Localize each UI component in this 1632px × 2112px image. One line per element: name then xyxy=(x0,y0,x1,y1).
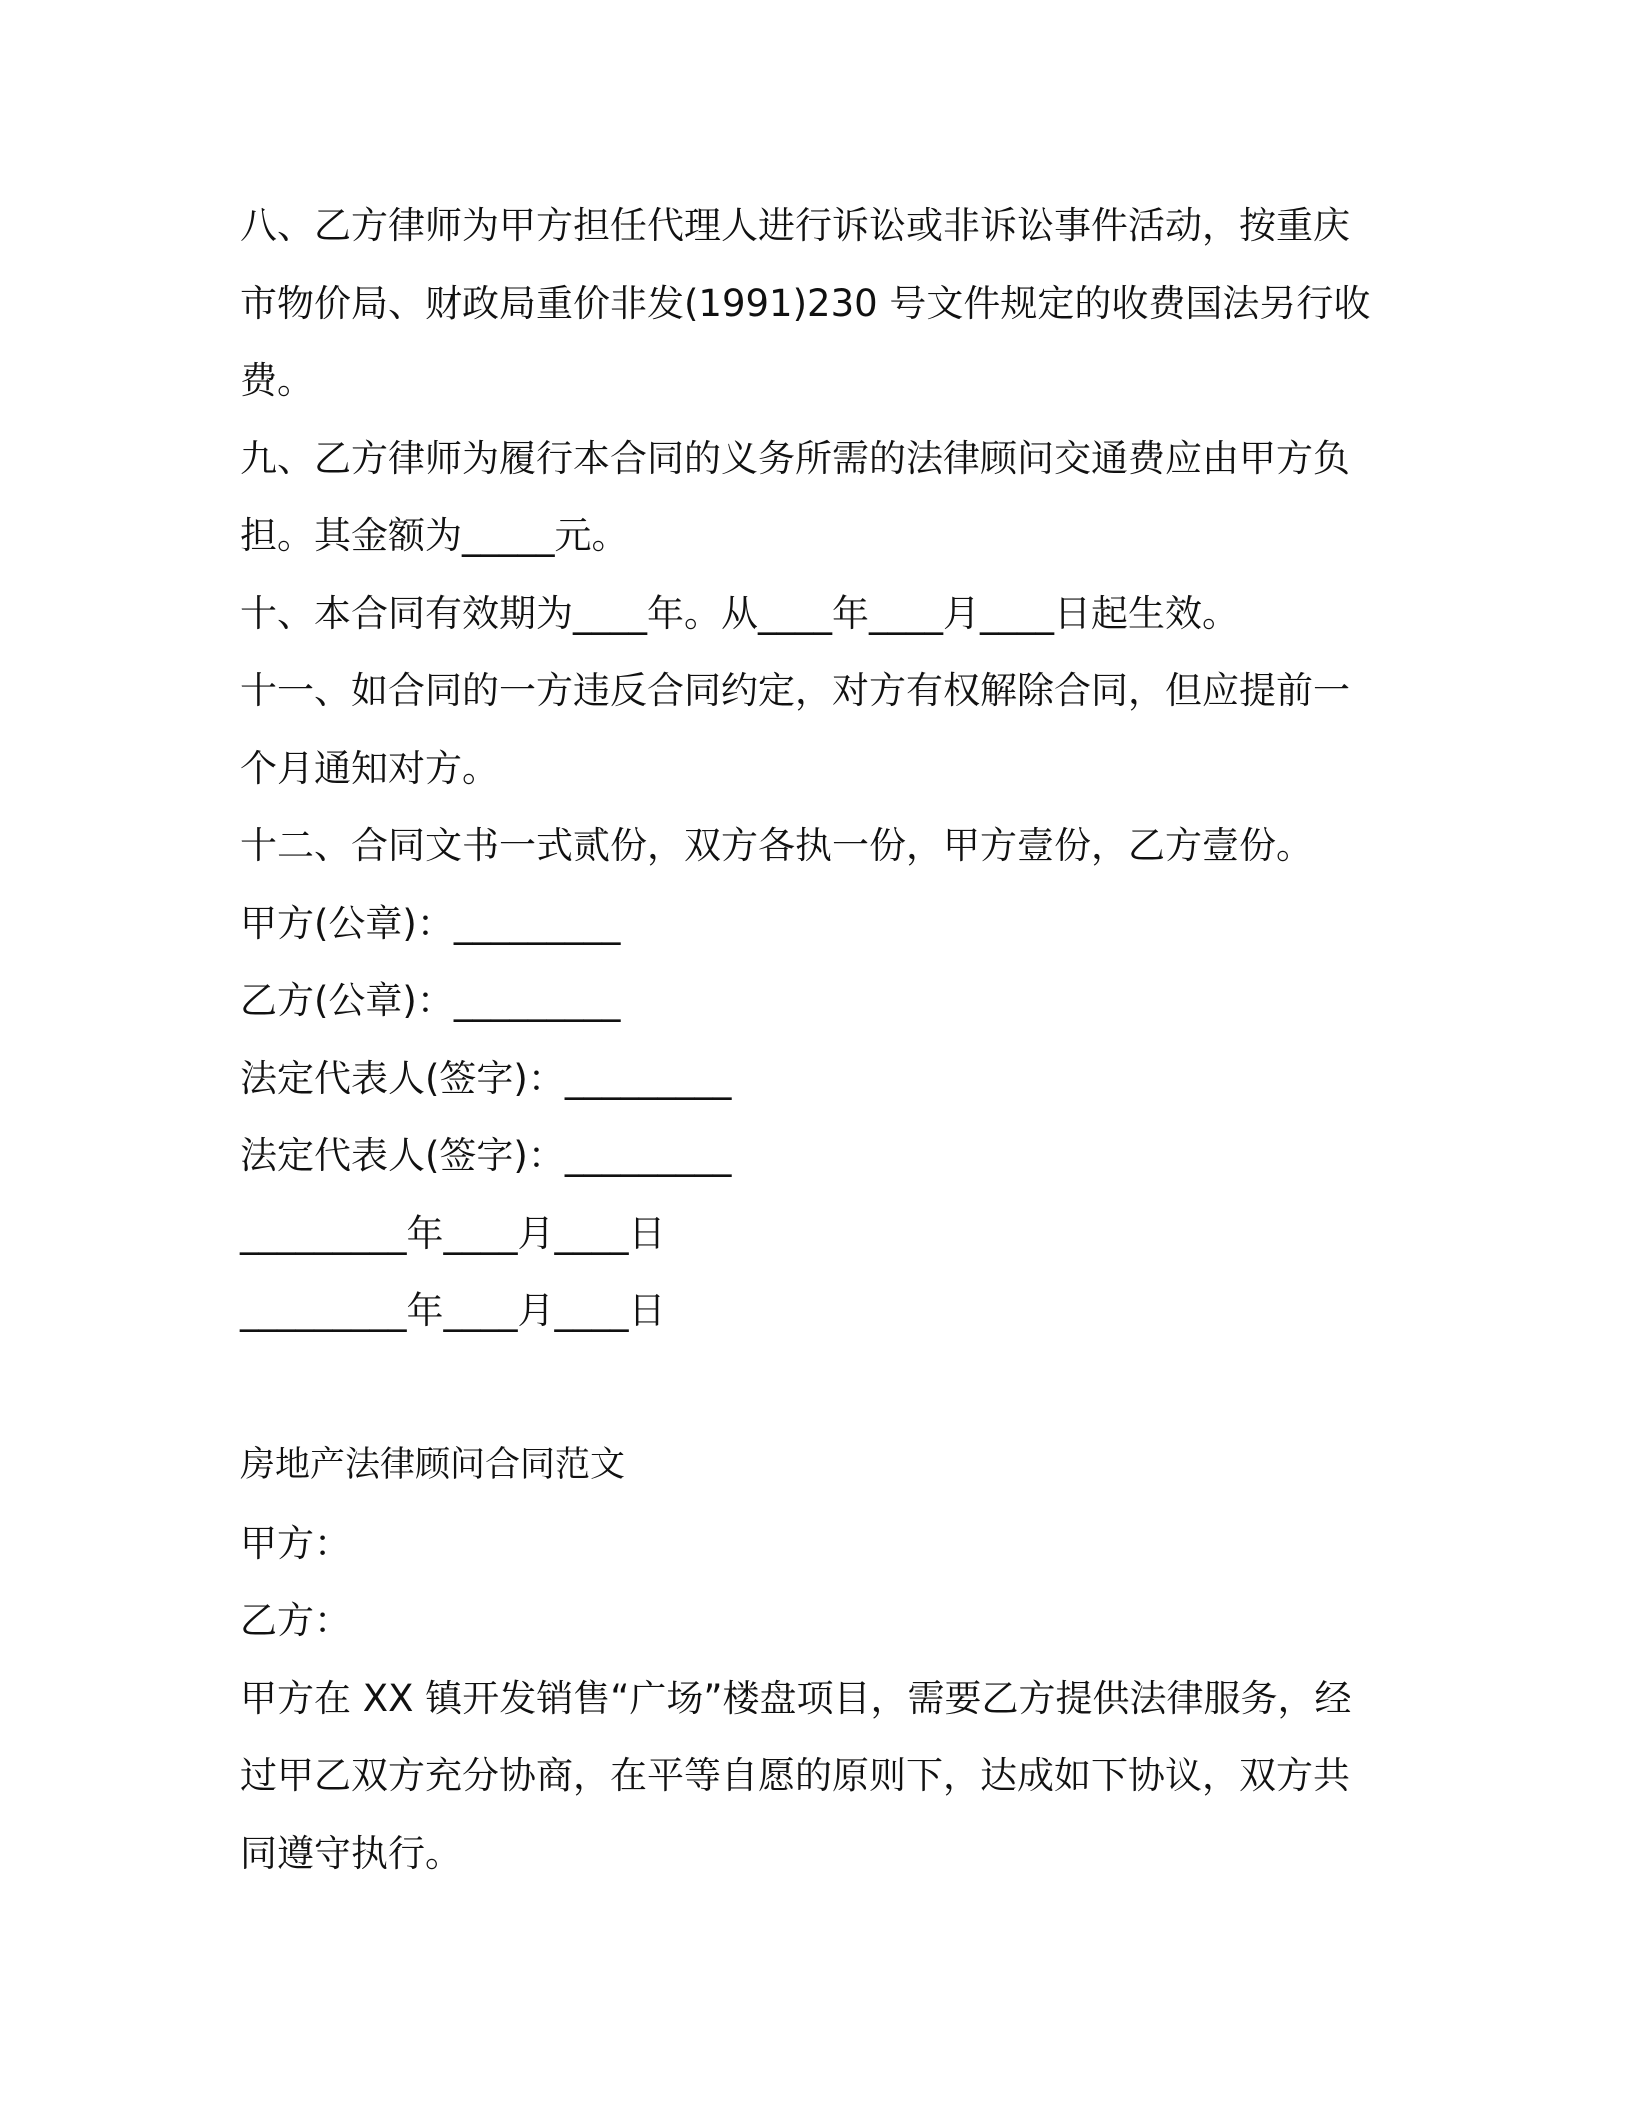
document-body xyxy=(240,187,1400,1892)
signature-block xyxy=(240,885,1400,1350)
second-contract xyxy=(240,1427,1400,1892)
party-a-seal-line: 甲方(公章)：_________ xyxy=(240,901,621,945)
clause-11 xyxy=(240,652,1400,807)
second-contract-title: 房地产法律顾问合同范文 xyxy=(240,1445,626,1485)
clause-12 xyxy=(240,807,1400,885)
party-b-seal-line: 乙方(公章)：_________ xyxy=(240,979,621,1022)
clause-line: 十二、合同文书一式贰份，双方各执一份，甲方壹份，乙方壹份。 xyxy=(240,824,1313,867)
clause-line: 费。 xyxy=(240,359,314,402)
clause-line: 八、乙方律师为甲方担任代理人进行诉讼或非诉讼事件活动，按重庆 xyxy=(240,204,1350,247)
clause-line: 个月通知对方。 xyxy=(240,746,499,790)
date-a-line: _________年____月____日 xyxy=(240,1211,666,1255)
clause-line: 十一、如合同的一方违反合同约定，对方有权解除合同，但应提前一 xyxy=(240,669,1350,712)
clause-line: 担。其金额为_____元。 xyxy=(240,514,629,557)
clause-line: 市物价局、财政局重价非发(1991)230 号文件规定的收费国法另行收 xyxy=(240,281,1371,325)
clause-10 xyxy=(240,575,1400,653)
second-contract-party-a: 甲方： xyxy=(240,1521,351,1565)
second-contract-intro-line: 甲方在 XX 镇开发销售“广场”楼盘项目，需要乙方提供法律服务，经 xyxy=(240,1676,1352,1720)
clause-8 xyxy=(240,187,1400,420)
second-contract-intro-line: 同遵守执行。 xyxy=(240,1831,462,1875)
date-b-line: _________年____月____日 xyxy=(240,1289,666,1332)
clause-line: 九、乙方律师为履行本合同的义务所需的法律顾问交通费应由甲方负 xyxy=(240,436,1350,480)
representative-b-signature-line: 法定代表人(签字)：_________ xyxy=(240,1134,732,1177)
section-gap xyxy=(240,1350,1400,1428)
clause-line: 十、本合同有效期为____年。从____年____月____日起生效。 xyxy=(240,591,1239,635)
second-contract-party-b: 乙方： xyxy=(240,1599,351,1642)
representative-a-signature-line: 法定代表人(签字)：_________ xyxy=(240,1056,732,1100)
second-contract-intro-line: 过甲乙双方充分协商，在平等自愿的原则下，达成如下协议，双方共 xyxy=(240,1754,1350,1797)
clause-9 xyxy=(240,420,1400,575)
